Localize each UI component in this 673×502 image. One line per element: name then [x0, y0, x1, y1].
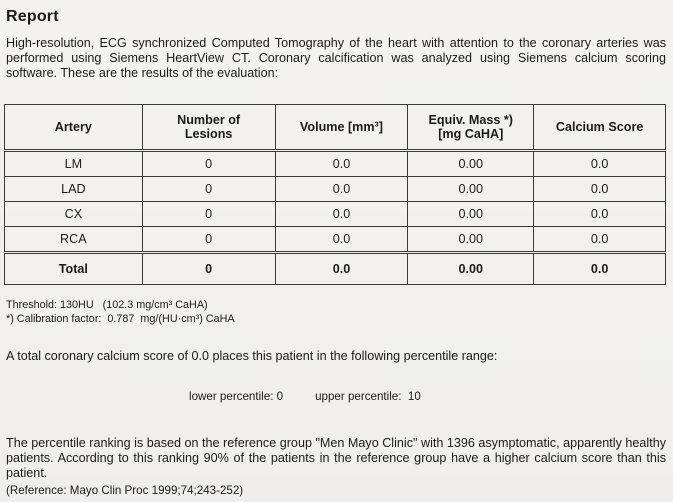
- header-lesions-label: Number of Lesions: [177, 113, 241, 141]
- table-header-row: [5, 105, 666, 151]
- cell-mass: 0.00: [408, 151, 534, 177]
- upper-percentile: upper percentile: 10: [315, 390, 421, 403]
- table-row: [5, 227, 666, 253]
- cell-lesions: 0: [142, 177, 275, 202]
- cell-artery: RCA: [5, 227, 143, 253]
- cell-volume: 0.0: [275, 151, 408, 177]
- cell-score: 0.0: [534, 227, 666, 253]
- total-mass: 0.00: [408, 253, 534, 285]
- cell-lesions: 0: [142, 151, 275, 177]
- results-table: [4, 104, 666, 285]
- threshold-note: Threshold: 130HU (102.3 mg/cm³ CaHA): [6, 299, 208, 311]
- header-mass-label: Equiv. Mass *) [mg CaHA]: [428, 113, 513, 141]
- total-volume: 0.0: [275, 253, 408, 285]
- cell-artery: LAD: [5, 177, 143, 202]
- intro-paragraph: High-resolution, ECG synchronized Computed Tomography of the heart with attention to the coronary arteries was performed using Siemens HeartView CT. Coronary calcification was analyzed using Siemens calcium scoring software. These are the results of the evaluation:: [6, 36, 666, 80]
- header-volume: Volume [mm³]: [275, 105, 408, 151]
- reference-citation: (Reference: Mayo Clin Proc 1999;74;243-252): [6, 484, 244, 497]
- report-title: Report: [6, 8, 59, 25]
- cell-lesions: 0: [142, 202, 275, 227]
- table-row: [5, 202, 666, 227]
- cell-artery: LM: [5, 151, 143, 177]
- total-lesions: 0: [142, 253, 275, 285]
- cell-score: 0.0: [534, 151, 666, 177]
- cell-volume: 0.0: [275, 177, 408, 202]
- total-score: 0.0: [534, 253, 666, 285]
- cell-volume: 0.0: [275, 227, 408, 253]
- table-row: [5, 151, 666, 177]
- summary-sentence: A total coronary calcium score of 0.0 places this patient in the following percentile range:: [6, 349, 498, 363]
- header-artery: Artery: [5, 105, 143, 151]
- cell-volume: 0.0: [275, 202, 408, 227]
- table-row: [5, 177, 666, 202]
- header-mass: [408, 105, 534, 151]
- header-lesions: [142, 105, 275, 151]
- cell-lesions: 0: [142, 227, 275, 253]
- lower-percentile: lower percentile: 0: [189, 390, 284, 403]
- total-artery: Total: [5, 253, 143, 285]
- ranking-paragraph: The percentile ranking is based on the reference group "Men Mayo Clinic" with 1396 asymptomatic, apparently healthy patients. According to this ranking 90% of the patients in the reference group have a higher calcium score than this patient.: [6, 436, 666, 480]
- header-score: Calcium Score: [534, 105, 666, 151]
- cell-mass: 0.00: [408, 177, 534, 202]
- cell-mass: 0.00: [408, 202, 534, 227]
- cell-artery: CX: [5, 202, 143, 227]
- calibration-note: *) Calibration factor: 0.787 mg/(HU·cm³) CaHA: [6, 313, 235, 325]
- percentile-range: [189, 390, 421, 403]
- cell-mass: 0.00: [408, 227, 534, 253]
- table-total-row: [5, 253, 666, 285]
- footnotes: [6, 298, 235, 326]
- cell-score: 0.0: [534, 202, 666, 227]
- cell-score: 0.0: [534, 177, 666, 202]
